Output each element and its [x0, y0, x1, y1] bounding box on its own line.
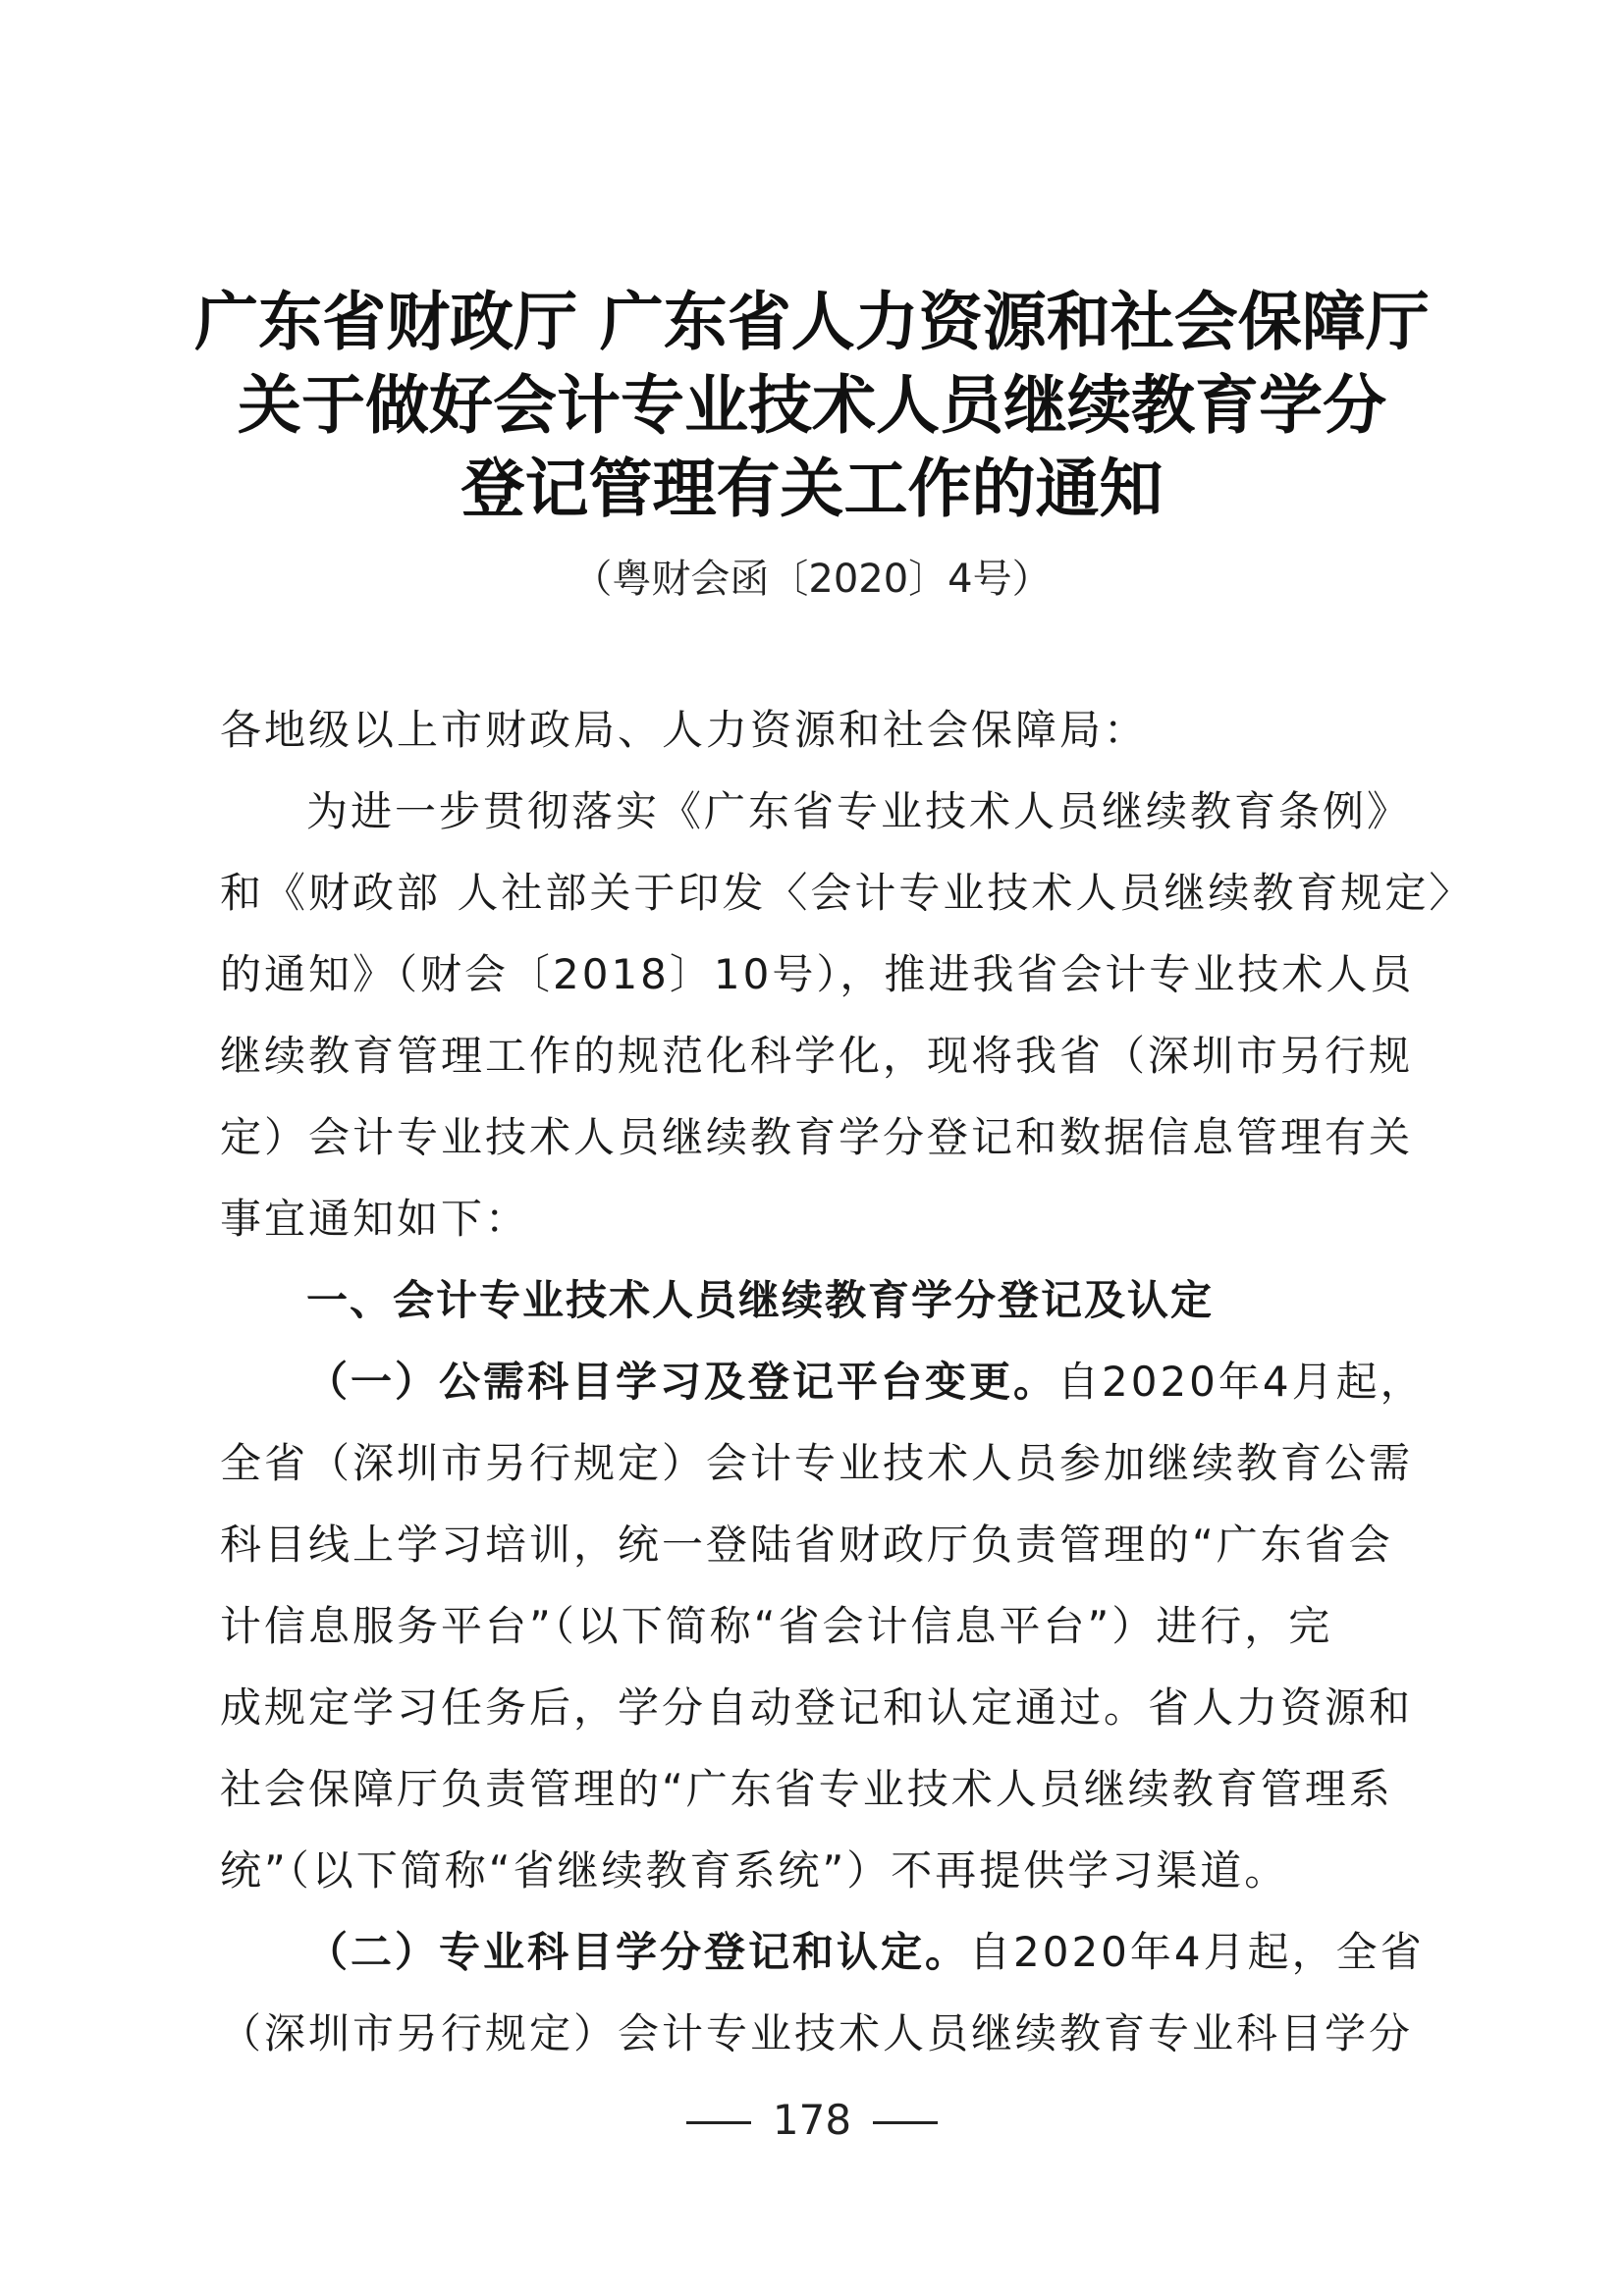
item-1-first-line: [220, 1341, 1425, 1422]
item-1-line: 统”（以下简称“省继续教育系统”）不再提供学习渠道。: [220, 1846, 1289, 1895]
title-block: [0, 281, 1624, 604]
salutation: 各地级以上市财政局、人力资源和社会保障局：: [220, 706, 1149, 754]
item-1-line: 计信息服务平台”（以下简称“省会计信息平台”）进行，完: [220, 1602, 1333, 1650]
title-line-2: 关于做好会计专业技术人员继续教育学分: [237, 369, 1386, 443]
page-number: [0, 2096, 1624, 2145]
item-2-first-line: [220, 1911, 1425, 1993]
section-1-heading: 一、会计专业技术人员继续教育学分登记及认定: [306, 1276, 1215, 1324]
intro-line: 事宜通知如下：: [220, 1195, 530, 1243]
page-number-dash-left: [686, 2121, 751, 2124]
item-1-heading: （一）公需科目学习及登记平台变更。: [306, 1358, 1058, 1406]
item-2-line: （深圳市另行规定）会计专业技术人员继续教育专业科目学分: [220, 2009, 1414, 2057]
item-1-line: 社会保障厅负责管理的“广东省专业技术人员继续教育管理系: [220, 1765, 1393, 1813]
intro-line: 为进一步贯彻落实《广东省专业技术人员继续教育条例》: [306, 787, 1412, 835]
item-1-line: 全省（深圳市另行规定）会计专业技术人员参加继续教育公需: [220, 1439, 1414, 1487]
page-number-value: 178: [772, 2096, 852, 2144]
document-body: [220, 689, 1474, 2074]
intro-line: 定）会计专业技术人员继续教育学分登记和数据信息管理有关: [220, 1113, 1414, 1161]
item-1-line: 科目线上学习培训，统一登陆省财政厅负责管理的“广东省会: [220, 1521, 1393, 1569]
item-2-heading: （二）专业科目学分登记和认定。: [306, 1928, 970, 1976]
title-line-3: 登记管理有关工作的通知: [460, 453, 1164, 526]
item-1-line: 成规定学习任务后，学分自动登记和认定通过。省人力资源和: [220, 1683, 1414, 1732]
page-number-dash-right: [873, 2121, 938, 2124]
intro-line: 和《财政部 人社部关于印发〈会计专业技术人员继续教育规定〉: [220, 869, 1474, 917]
document-number: （粤财会函〔2020〕4号）: [572, 557, 1052, 602]
title-line-1: 广东省财政厅 广东省人力资源和社会保障厅: [194, 286, 1430, 359]
intro-line: 继续教育管理工作的规范化科学化，现将我省（深圳市另行规: [220, 1032, 1414, 1080]
intro-line: 的通知》（财会〔2018〕10号），推进我省会计专业技术人员: [220, 950, 1415, 998]
item-1-first-line-text: 自2020年4月起，: [1057, 1358, 1425, 1406]
item-2-first-line-text: 自2020年4月起，全省: [969, 1928, 1425, 1976]
